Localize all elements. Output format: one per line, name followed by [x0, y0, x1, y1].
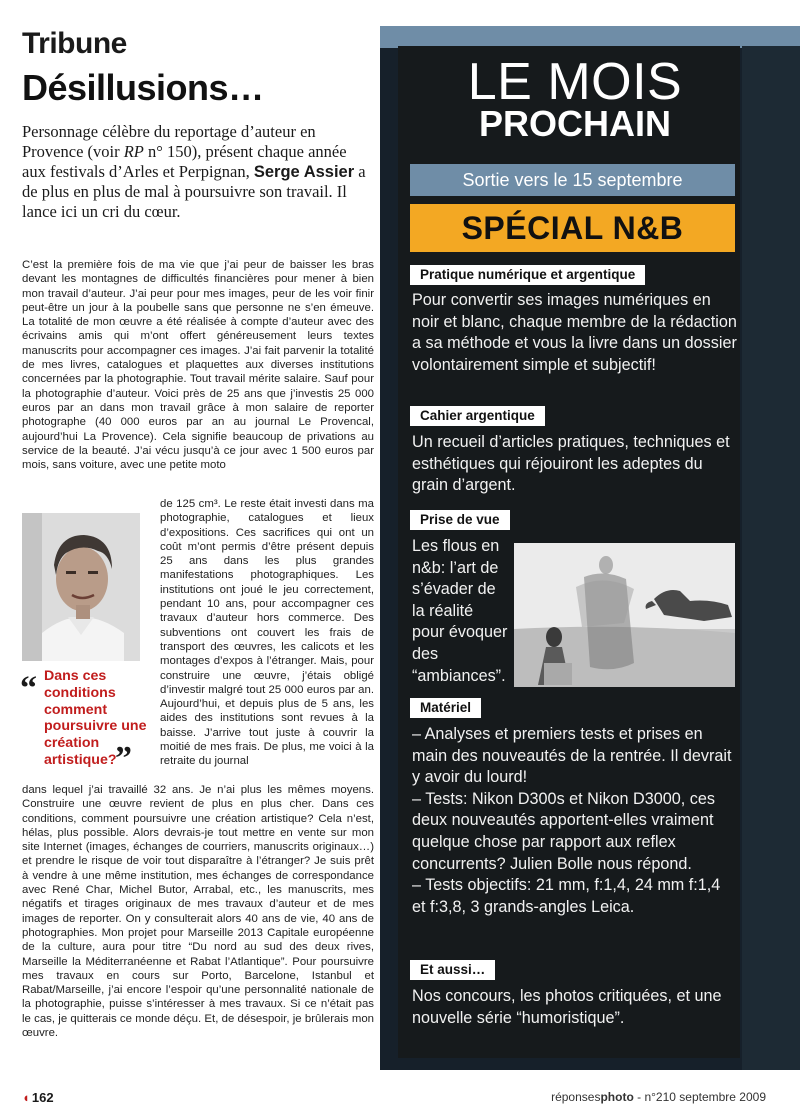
- lead-rp: RP: [123, 142, 144, 161]
- panel-top-bar: [380, 26, 800, 48]
- pullquote: [20, 668, 160, 777]
- special-issue-banner: SPÉCIAL N&B: [410, 204, 735, 252]
- panel-title: LE MOIS: [467, 53, 683, 111]
- rubric-title: Tribune: [22, 27, 127, 60]
- materiel-line-1: – Analyses et premiers tests et prises en main des nouveautés de la rentrée. Il devrait y avoir du lourd!: [412, 725, 732, 787]
- article-lead: [22, 122, 372, 222]
- body-paragraph-3: dans lequel j’ai travaillé 32 ans. Je n’ai plus les mêmes moyens. Construire une œuvre revient de plus en plus cher. Dans ces conditions, comment poursuivre une création artistique? Cela n’est, hélas, plus possible. Alors devrais-je tout mettre en vente sur mon site Internet (images, échanges de courriers, manuscrits originaux…) et prendre le risque de voir tout disparaître à l’étranger? Je suis prêt à vendre à une même institution, mes échanges de correspondance avec René Char, Michel Butor, Arrabal, etc., les manuscrits, mes négatifs et tirages originaux de mes travaux d’auteur et de mes images de reporter. On y consulterait alors 40 ans de vie, 40 ans de photographies. Mon projet pour Marseille 2013 Capitale européenne de la culture, aura pour titre “Du nord au sud des deux rives, Marseille la Méditerranéenne et Rabat l’Atlantique”. Pour poursuivre mes travaux en cours sur Porto, Barcelone, Istanbul et Rabat/Marseille, j’ai encore l’espoir qu’une personnalité nationale de la photographie, puisse s’intéresser à mes travaux. Si ce n’était pas le cas, je quitterais ce monde déçu. Et, de désespoir, je brûlerais mon œuvre.: [22, 784, 374, 1040]
- magazine-masthead: [551, 1090, 766, 1104]
- section-label-prise-de-vue: Prise de vue: [410, 510, 510, 530]
- section-text-materiel: [412, 724, 738, 918]
- panel-subtitle: PROCHAIN: [478, 103, 671, 144]
- pullquote-text: Dans ces conditions comment poursuivre une création artistique?: [44, 668, 147, 768]
- lead-middle: n° 150), présent chaque année aux festivals d’Arles et Perpignan,: [22, 142, 347, 181]
- section-label-cahier: Cahier argentique: [410, 406, 545, 426]
- portrait-illustration: [22, 513, 140, 661]
- lead-after: a de plus en plus de mal à poursuivre son travail. Il lance ici un cri du cœur.: [22, 162, 366, 221]
- open-quote-icon: “: [20, 670, 37, 707]
- section-label-et-aussi: Et aussi…: [410, 960, 495, 980]
- materiel-line-3: – Tests objectifs: 21 mm, f:1,4, 24 mm f:1,4 et f:3,8, 3 grands-angles Leica.: [412, 876, 721, 916]
- mag-bold: photo: [600, 1090, 634, 1104]
- mag-prefix: réponses: [551, 1090, 601, 1104]
- section-label-materiel: Matériel: [410, 698, 481, 718]
- section-text-et-aussi: Nos concours, les photos critiquées, et une nouvelle série “humoristique”.: [412, 987, 722, 1027]
- blurred-camel-photo: [514, 543, 735, 687]
- lead-author: Serge Assier: [253, 163, 355, 181]
- release-date-banner: Sortie vers le 15 septembre: [410, 164, 735, 196]
- section-label-pratique: Pratique numérique et argentique: [410, 265, 645, 285]
- article-headline: Désillusions…: [22, 67, 264, 108]
- folio-arrow-icon: ◖: [22, 1090, 30, 1105]
- section-text-pratique: Pour convertir ses images numériques en noir et blanc, chaque membre de la rédaction a sa méthode et vous la livre dans un dossier volontairement simple et subjectif!: [412, 291, 737, 374]
- materiel-line-2: – Tests: Nikon D300s et Nikon D3000, ces deux nouveautés apportent-elles vraiment quelque chose par rapport aux reflex concurrents? Julien Bolle nous répond.: [412, 789, 715, 873]
- issue-info: - n°210 septembre 2009: [633, 1090, 766, 1104]
- section-text-prise-de-vue: Les flous en n&b: l’art de s’évader de la réalité pour évoquer des “ambiances”.: [412, 537, 508, 685]
- page-number: [22, 1090, 54, 1105]
- close-quote-icon: ”: [115, 740, 132, 777]
- article-header: [22, 26, 374, 222]
- body-paragraph-1: C’est la première fois de ma vie que j’ai peur de baisser les bras devant les montagnes de difficultés financières pour mener à bien mon travail d’auteur. J’ai peur pour mes images, peur de les voir finir peut-être un jour à la poubelle sans que personne ne s’en émeuve. La totalité de mon œuvre a été réalisée à compte d’auteur avec des écrivains amis qui m’ont offert généreusement leurs textes manuscrits pour accompagner ces images. J’ai fait parvenir la totalité de mes livres, catalogues et plaquettes aux diverses institutions concernées par la photographie. Tout travail mérite salaire. Sauf pour la photographie d’auteur. Voici près de 25 ans que j’investis 25 000 euros par an dans mon travail grâce à mon salaire de reporter photographe (40 000 euros par an au journal Le Provencal, aujourd’hui La Provence). Cela signifie beaucoup de privations au service de la beauté. J’ai vécu jusqu’à ce jour avec 1 500 euros par mois, sans voiture, avec une petite moto: [22, 259, 374, 472]
- section-text-cahier: Un recueil d’articles pratiques, techniques et esthétiques qui réjouiront les adeptes du grain d’argent.: [412, 433, 730, 495]
- page-number-value: 162: [31, 1090, 54, 1105]
- body-paragraph-2: de 125 cm³. Le reste était investi dans ma photographie, catalogues et lieux d’expositions. Ces sacrifices qui ont un coût m’ont permis d’être présent depuis 25 ans dans les plus grandes manifestations photographiques. Les institutions ont joué le jeu correctement, pendant 10 ans, pour accompagner ces travaux d’auteur hors commerce. Des subventions ont couvert les frais de transport des œuvres, les calicots et les montages d’expos à l’étranger. Mais, pour construire une œuvre, j’étais obligé d’investir malgré tout 25 000 euros par an. Aujourd’hui, et depuis plus de 5 ans, les aides des institutions sont revues à la baisse. J’arrive tout juste à couvrir la moitié de mes frais. De plus, me voici à la retraite du journal: [160, 498, 374, 768]
- author-portrait-photo: [22, 513, 140, 661]
- panel-right-strip: [742, 46, 800, 1070]
- camel-photo-illustration: [514, 543, 735, 687]
- lead-before: Personnage célèbre du reportage d’auteur en Provence (voir: [22, 122, 316, 161]
